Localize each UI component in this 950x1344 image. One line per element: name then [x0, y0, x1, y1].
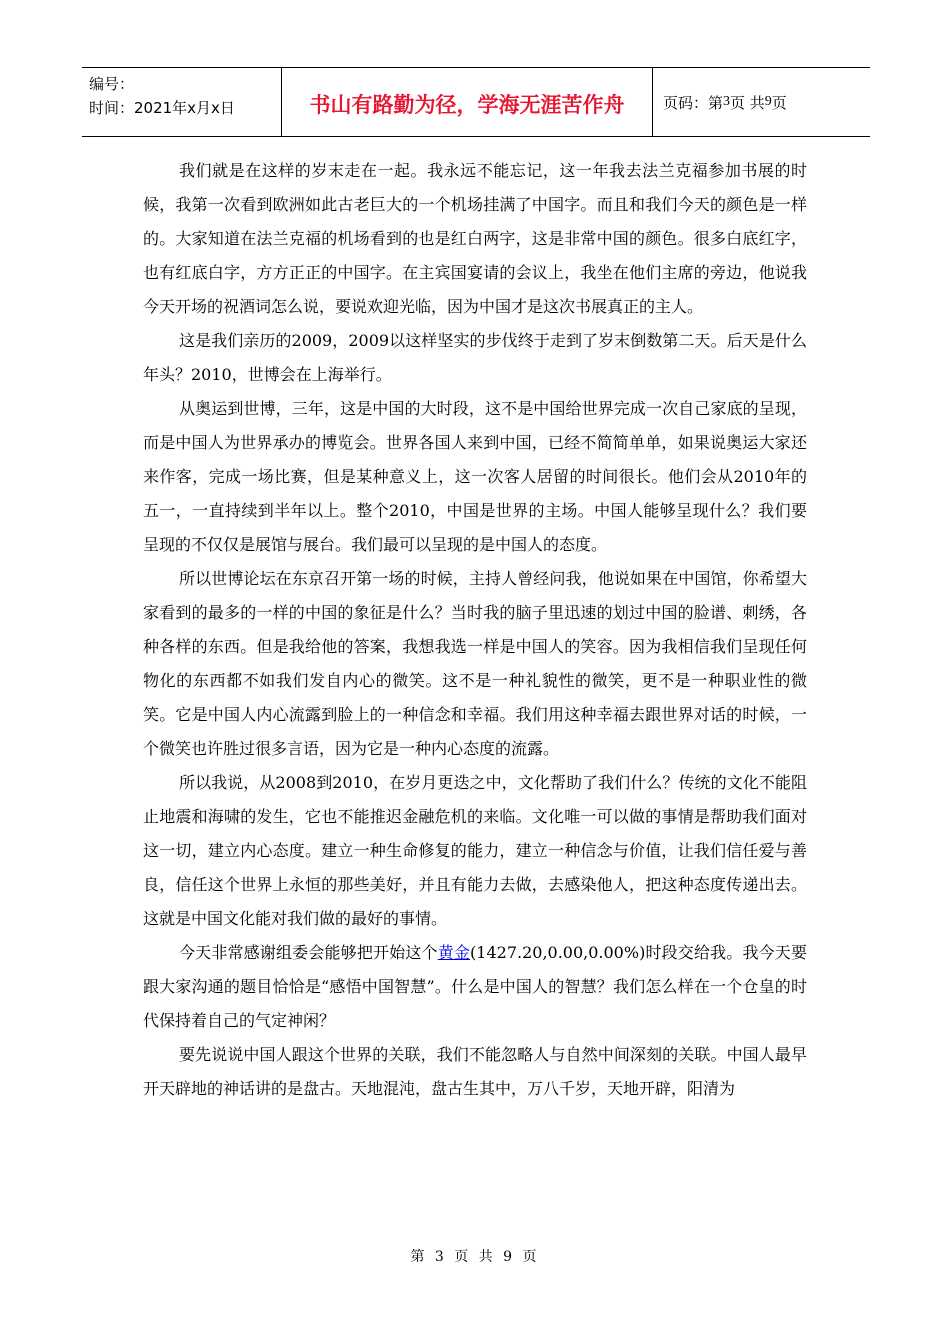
- date-label: 时间：2021年x月x日: [89, 99, 235, 117]
- page-label-middle: 页 共: [730, 93, 765, 112]
- gold-price-link[interactable]: 黄金: [437, 943, 471, 962]
- paragraph-text-before-link: 今天非常感谢组委会能够把开始这个: [179, 943, 438, 962]
- number-label: 编号：: [89, 75, 135, 93]
- header-table: [82, 67, 870, 137]
- header-page-number: [653, 68, 870, 136]
- page-total: 9: [764, 94, 772, 109]
- paragraph: 我们就是在这样的岁末走在一起。我永远不能忘记，这一年我去法兰克福参加书展的时候，我第一次看到欧洲如此古老巨大的一个机场挂满了中国字。而且和我们今天的颜色是一样的。大家知道在法兰克福的机场看到的也是红白两字，这是非常中国的颜色。很多白底红字，也有红底白字，方方正正的中国字。在主宾国宴请的会议上，我坐在他们主席的旁边，他说我今天开场的祝酒词怎么说，要说欢迎光临，因为中国才是这次书展真正的主人。: [143, 161, 807, 316]
- paragraph: 这是我们亲历的2009，2009以这样坚实的步伐终于走到了岁末倒数第二天。后天是什么年头？2010，世博会在上海举行。: [143, 331, 807, 384]
- page-footer: 第 3 页 共 9 页: [410, 1249, 540, 1265]
- header-motto: 书山有路勤为径，学海无涯苦作舟: [282, 68, 653, 136]
- body-text: [143, 154, 807, 1106]
- page-label-suffix: 页: [771, 93, 787, 112]
- paragraph: 从奥运到世博，三年，这是中国的大时段，这不是中国给世界完成一次自己家底的呈现，而是中国人为世界承办的博览会。世界各国人来到中国，已经不简简单单，如果说奥运大家还来作客，完成一场比赛，但是某种意义上，这一次客人居留的时间很长。他们会从2010年的五一，一直持续到半年以上。整个2010，中国是世界的主场。中国人能够呈现什么？我们要呈现的不仅仅是展馆与展台。我们最可以呈现的是中国人的态度。: [143, 399, 807, 554]
- paragraph: 要先说说中国人跟这个世界的关联，我们不能忽略人与自然中间深刻的关联。中国人最早开天辟地的神话讲的是盘古。天地混沌，盘古生其中，万八千岁，天地开辟，阳清为: [143, 1045, 807, 1098]
- header-meta: [82, 68, 282, 136]
- page-current: 3: [723, 94, 731, 109]
- paragraph: 所以世博论坛在东京召开第一场的时候，主持人曾经问我，他说如果在中国馆，你希望大家看到的最多的一样的中国的象征是什么？当时我的脑子里迅速的划过中国的脸谱、刺绣，各种各样的东西。但是我给他的答案，我想我选一样是中国人的笑容。因为我相信我们呈现任何物化的东西都不如我们发自内心的微笑。这不是一种礼貌性的微笑，更不是一种职业性的微笑。它是中国人内心流露到脸上的一种信念和幸福。我们用这种幸福去跟世界对话的时候，一个微笑也许胜过很多言语，因为它是一种内心态度的流露。: [143, 569, 807, 758]
- paragraph-text-after-link: (1427.20,0.00,0.00%)时段交给我。我今天要跟大家沟通的题目恰恰是“感悟中国智慧”。什么是中国人的智慧？我们怎么样在一个仓皇的时代保持着自己的气定神闲？: [143, 943, 807, 1030]
- paragraph: 所以我说，从2008到2010，在岁月更迭之中，文化帮助了我们什么？传统的文化不能阻止地震和海啸的发生，它也不能推迟金融危机的来临。文化唯一可以做的事情是帮助我们面对这一切，建立内心态度。建立一种生命修复的能力，建立一种信念与价值，让我们信任爱与善良，信任这个世界上永恒的那些美好，并且有能力去做，去感染他人，把这种态度传递出去。这就是中国文化能对我们做的最好的事情。: [143, 773, 807, 928]
- page-label-prefix: 页码：第: [663, 93, 724, 112]
- paragraph-with-link: [143, 936, 807, 1038]
